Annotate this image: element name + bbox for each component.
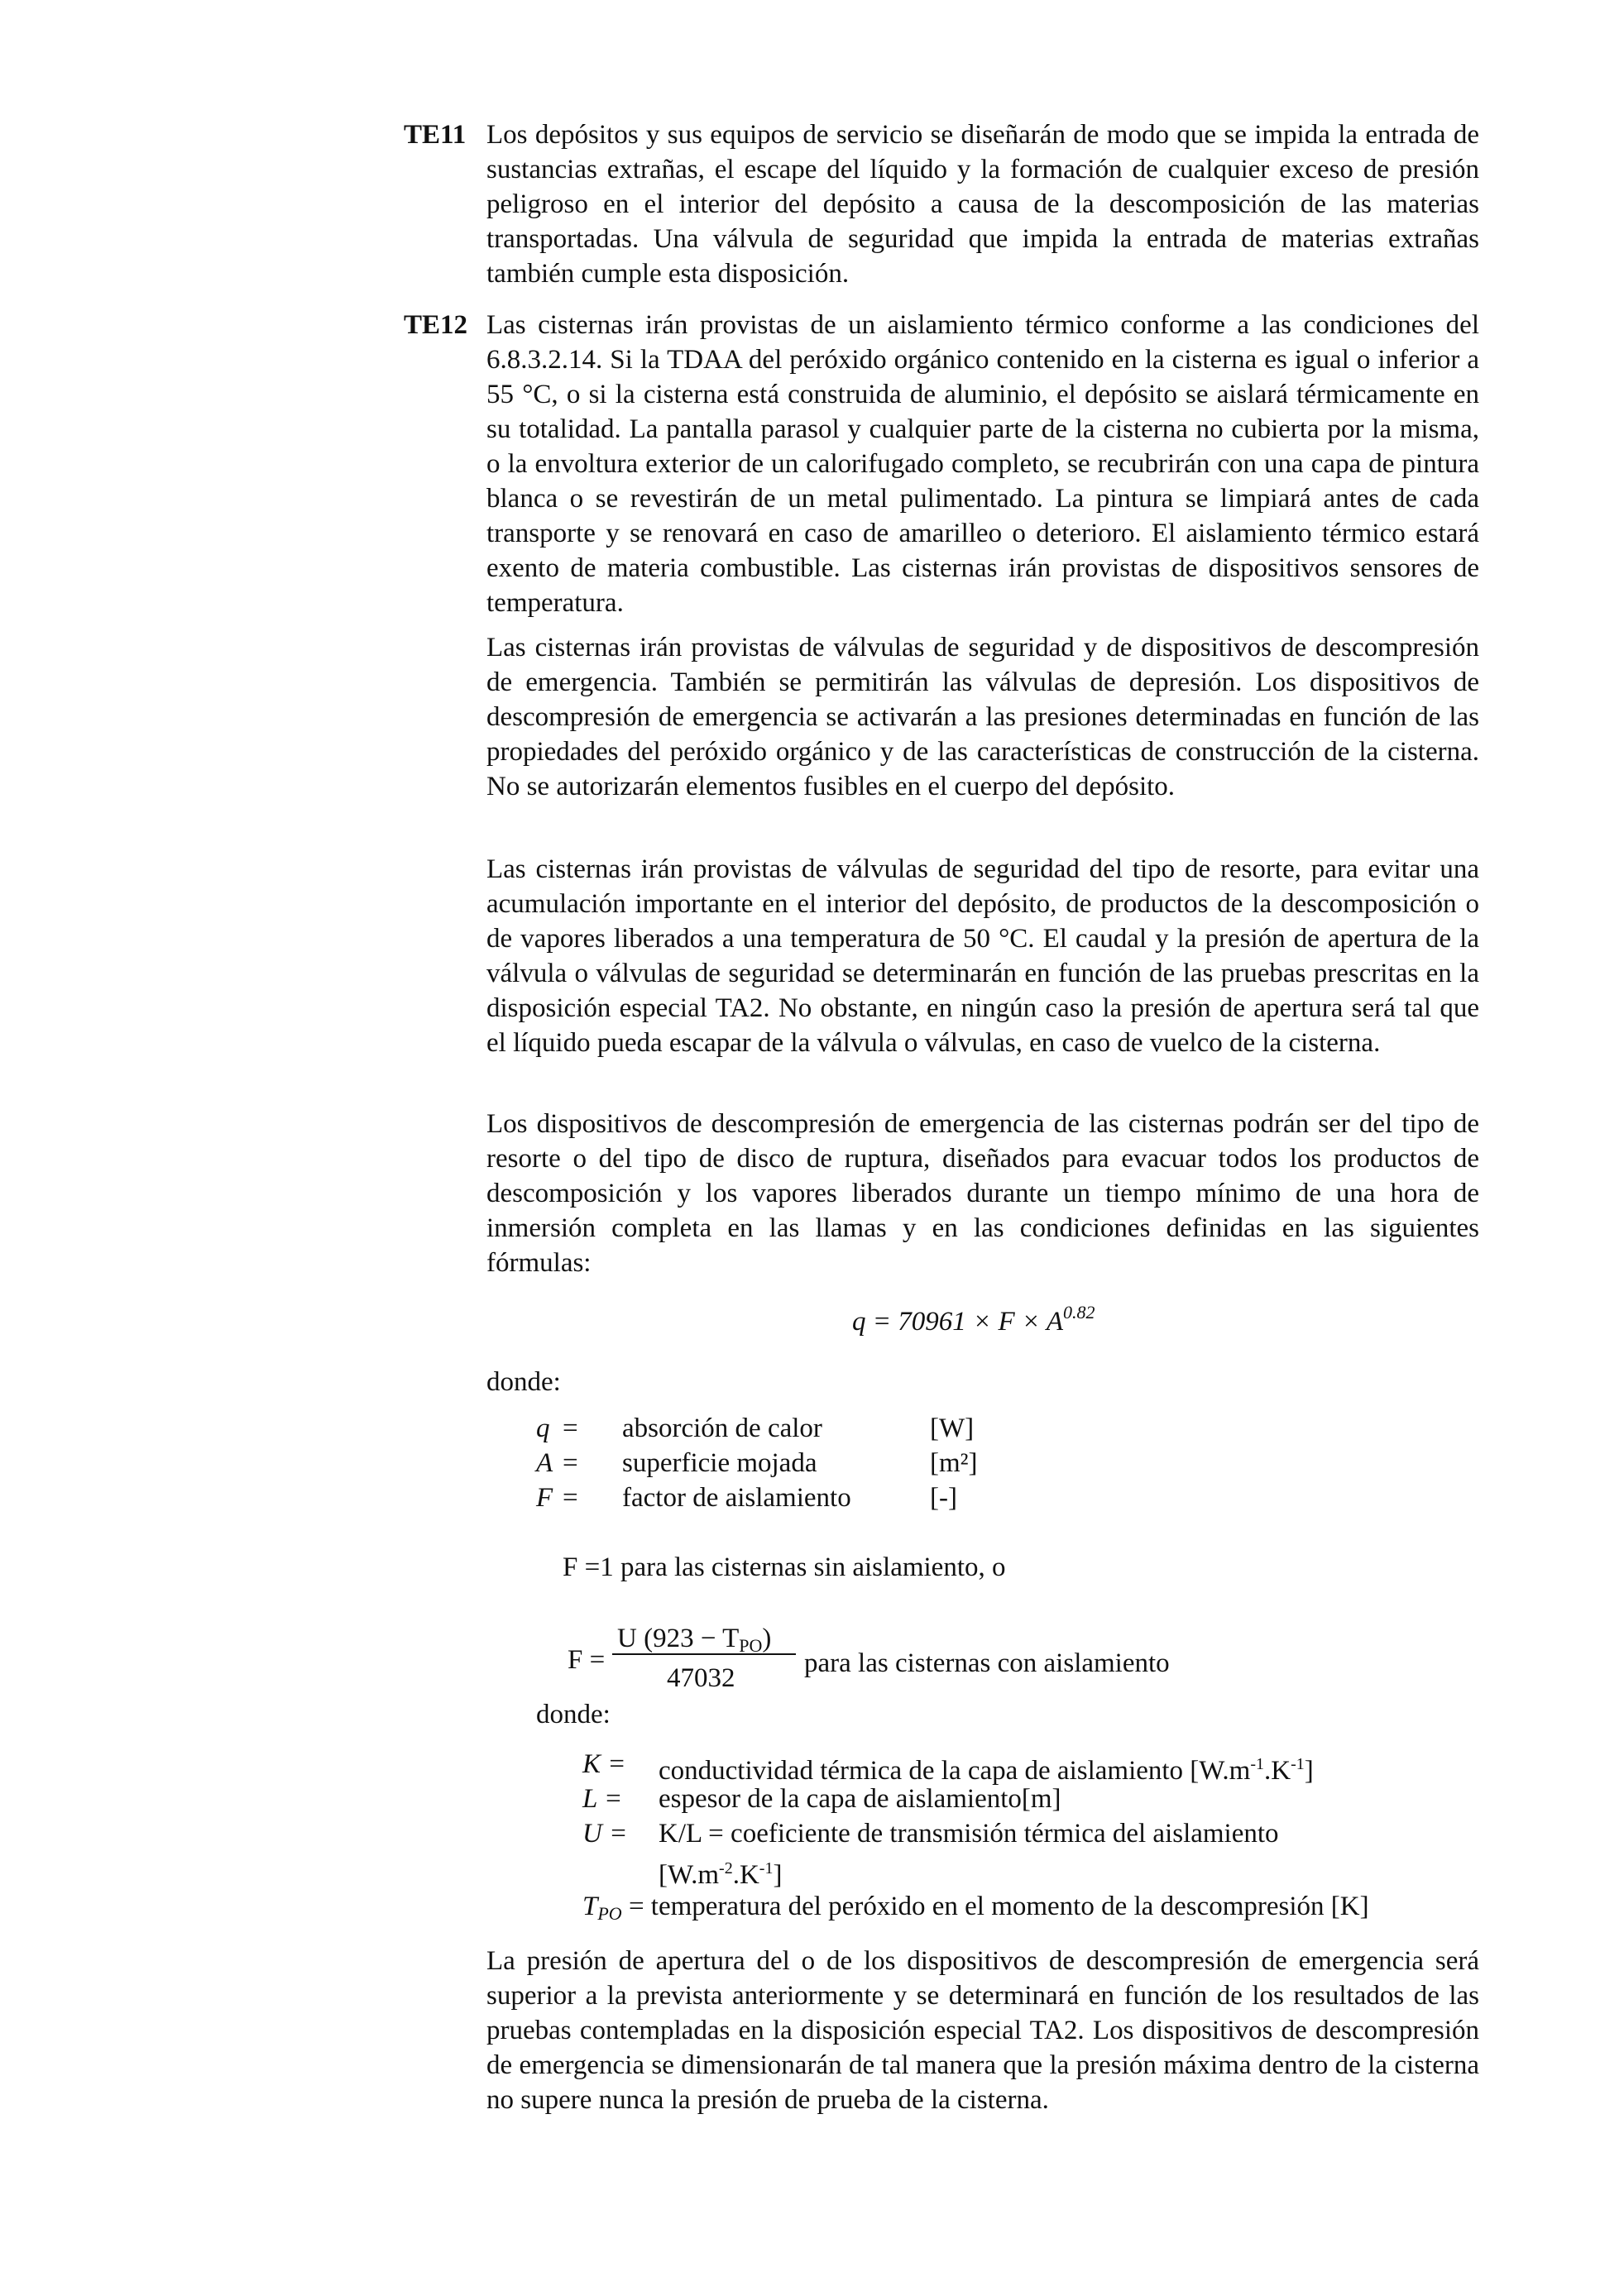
fraction-denominator: 47032: [667, 1663, 735, 1693]
donde-label-1: donde:: [486, 1367, 561, 1397]
numerator-suffix: ): [762, 1624, 772, 1653]
definition-equals: =: [563, 1448, 578, 1478]
paragraph-te12-4: Los dispositivos de descompresión de emergencia de las cisternas podrán ser del tipo de resorte o del tipo de disco de ruptura, diseñados para evacuar todos los productos de descomposición y los vapores liberados durante un tiempo mínimo de una hora de inmersión completa en las llamas y en las condiciones definidas en las siguientes fórmulas:: [486, 1109, 1479, 1278]
definition-tpo: [582, 1889, 1369, 1931]
entry-code-te11: TE11: [404, 120, 467, 150]
definition-k-variable: K =: [582, 1749, 626, 1779]
paragraph-te12-3: Las cisternas irán provistas de válvulas de seguridad del tipo de resorte, para evitar una acumulación importante en el interior del depósito, de productos de la descomposición o de vapores liberados a una temperatura de 50 °C. El caudal y la presión de apertura de la válvula o válvulas de seguridad se determinarán en función de las pruebas prescritas en la disposición especial TA2. No obstante, en ningún caso la presión de apertura será tal que el líquido pueda escapar de la válvula o válvulas, en caso de vuelco de la cisterna.: [486, 854, 1479, 1058]
definition-equals: =: [563, 1483, 578, 1513]
definition-variable: A: [536, 1448, 553, 1478]
definition-description: factor de aislamiento: [622, 1483, 851, 1513]
paragraph-te11: Los depósitos y sus equipos de servicio se diseñarán de modo que se impida la entrada de sustancias extrañas, el escape del líquido y la formación de cualquier exceso de presión peligroso en el interior del depósito a causa de la descomposición de las materias transportadas. Una válvula de seguridad que impida la entrada de materias extrañas también cumple esta disposición.: [486, 120, 1479, 289]
fraction-numerator: [617, 1621, 771, 1663]
fraction-description: para las cisternas con aislamiento: [804, 1648, 1170, 1678]
definition-u-text: K/L = coeficiente de transmisión térmica del aislamiento: [659, 1819, 1279, 1849]
formula-base: q = 70961 × F × A: [852, 1307, 1064, 1337]
donde-label-2: donde:: [536, 1700, 611, 1729]
definition-variable: F: [536, 1483, 553, 1513]
definition-variable: q: [536, 1413, 550, 1443]
paragraph-te12-1: Las cisternas irán provistas de un aislamiento térmico conforme a las condiciones del 6.8.3.2.14. Si la TDAA del peróxido orgánico contenido en la cisterna es igual o inferior a 55 °C, o si la cisterna está construida de aluminio, el depósito se aislará térmicamente en su totalidad. La pantalla parasol y cualquier parte de la cisterna no cubierta por la misma, o la envoltura exterior de un calorifugado completo, se recubrirán con una capa de pintura blanca o se revestirán de un metal pulimentado. La pintura se limpiará antes de cada transporte y se renovará en caso de amarilleo o deterioro. El aislamiento térmico estará exento de materia combustible. Las cisternas irán provistas de dispositivos sensores de temperatura.: [486, 310, 1479, 618]
definition-l-text: espesor de la capa de aislamiento[m]: [659, 1784, 1061, 1814]
definition-u-variable: U =: [582, 1819, 628, 1849]
definition-unit: [m²]: [930, 1448, 978, 1478]
definition-description: superficie mojada: [622, 1448, 817, 1478]
definition-k-text: conductividad térmica de la capa de aislamiento $[W.m^{-1}.K^{-1}]$: [659, 1755, 1314, 1786]
f-uninsulated-line: F =1 para las cisternas sin aislamiento, o: [563, 1552, 1006, 1582]
definition-tpo-text: = temperatura del peróxido en el momento de la descompresión [K]: [621, 1892, 1369, 1921]
definition-unit: [W]: [930, 1413, 975, 1443]
paragraph-te12-5: La presión de apertura del o de los dispositivos de descompresión de emergencia será superior a la prevista anteriormente y se determinará en función de los resultados de las pruebas contempladas en la disposición especial TA2. Los dispositivos de descompresión de emergencia se dimensionarán de tal manera que la presión máxima dentro de la cisterna no supere nunca la presión de prueba de la cisterna.: [486, 1946, 1479, 2115]
fraction-lhs: F =: [568, 1645, 606, 1675]
definition-u-unit: $[W.m^{-2}.K^{-1}]$: [659, 1859, 783, 1890]
definition-unit: [-]: [930, 1483, 957, 1513]
fraction-bar: [612, 1653, 796, 1655]
entry-code-te12: TE12: [404, 310, 468, 340]
definition-tpo-variable: $T_{PO}$: [582, 1892, 622, 1924]
definition-description: absorción de calor: [622, 1413, 822, 1443]
definition-l-variable: L =: [582, 1784, 623, 1814]
numerator-subscript: PO: [739, 1635, 763, 1656]
heat-absorption-formula: [852, 1295, 1095, 1339]
definition-equals: =: [563, 1413, 578, 1443]
formula-exponent: 0.82: [1063, 1302, 1095, 1323]
numerator-prefix: U (923 − T: [617, 1624, 740, 1653]
paragraph-te12-2: Las cisternas irán provistas de válvulas de seguridad y de dispositivos de descompresión de emergencia. También se permitirán las válvulas de depresión. Los dispositivos de descompresión de emergencia se activarán a las presiones determinadas en función de las propiedades del peróxido orgánico y de las características de construcción de la cisterna. No se autorizarán elementos fusibles en el cuerpo del depósito.: [486, 633, 1479, 801]
